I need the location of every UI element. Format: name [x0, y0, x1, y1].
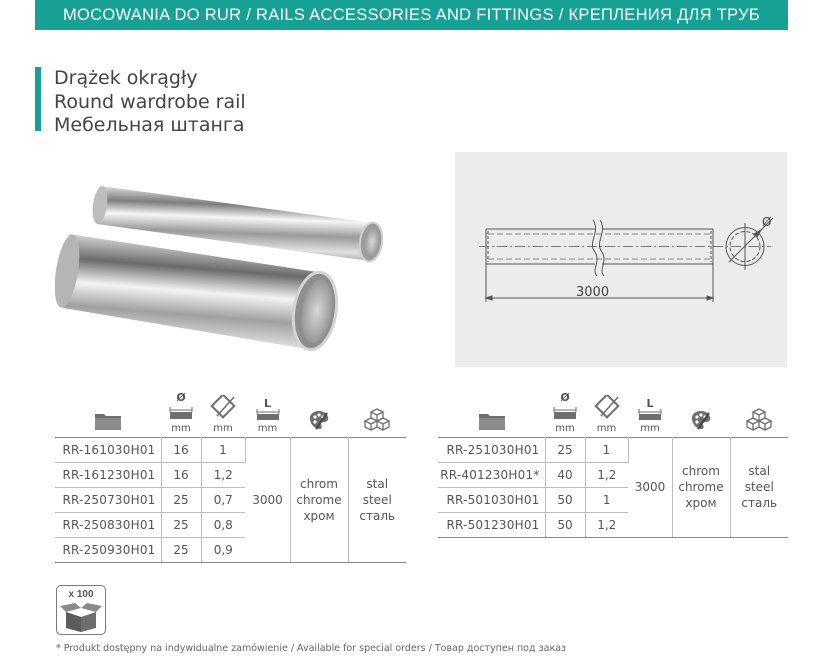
length-icon: [637, 409, 663, 421]
product-code: RR-501030H01: [438, 487, 545, 512]
spec-table-right: [438, 387, 788, 538]
header-finish: [672, 387, 730, 437]
material-en: steel: [744, 480, 774, 494]
thickness-value: 0,7: [201, 487, 245, 512]
diameter-unit: mm: [171, 422, 191, 434]
finish-en: chrome: [678, 480, 724, 494]
diameter-symbol: Ø: [762, 215, 772, 229]
product-code: RR-250930H01: [55, 537, 161, 562]
palette-icon: [690, 409, 712, 431]
product-code: RR-161030H01: [55, 437, 161, 462]
finish-cell: [672, 437, 730, 537]
product-title: [35, 67, 246, 136]
length-value: 3000: [628, 437, 672, 537]
material-pl: stal: [748, 464, 771, 478]
technical-drawing: [455, 152, 787, 367]
diameter-value: 25: [161, 537, 201, 562]
header-thickness: [585, 387, 628, 437]
title-polish: Drążek okrągły: [54, 67, 198, 89]
product-code: RR-251030H01: [438, 437, 545, 462]
diameter-value: 16: [161, 437, 201, 462]
material-pl: stal: [366, 476, 389, 491]
header-code: [438, 387, 545, 437]
length-icon: [255, 409, 281, 421]
diameter-unit: mm: [555, 422, 575, 434]
diameter-value: 16: [161, 462, 201, 487]
thickness-unit: mm: [213, 422, 233, 434]
material-cell: [348, 437, 406, 562]
header-thickness: [201, 387, 245, 437]
cubes-icon: [746, 407, 772, 431]
finish-cell: [290, 437, 348, 562]
material-cell: [730, 437, 788, 537]
diameter-value: 25: [161, 487, 201, 512]
product-code: RR-250830H01: [55, 512, 161, 537]
diameter-icon: [168, 401, 194, 421]
folder-icon: [94, 411, 122, 431]
packaging-quantity: x 100: [68, 589, 94, 600]
material-en: steel: [362, 492, 392, 507]
length-unit: mm: [640, 422, 660, 434]
diameter-icon: [552, 401, 578, 421]
footnote: * Produkt dostępny na indywidualne zamówienie / Available for special orders / Товар доступен под заказ: [56, 643, 567, 654]
diameter-value: 25: [161, 512, 201, 537]
header-length: [628, 387, 672, 437]
header-finish: [290, 387, 348, 437]
diameter-value: 25: [545, 437, 585, 462]
product-code: RR-401230H01*: [438, 462, 545, 487]
length-value: 3000: [245, 437, 290, 562]
thickness-value: 1,2: [585, 462, 628, 487]
finish-en: chrome: [296, 492, 342, 507]
thickness-value: 1: [585, 437, 628, 462]
length-letter: L: [263, 396, 271, 410]
finish-pl: chrom: [300, 476, 338, 491]
header-length: [245, 387, 290, 437]
header-material: [730, 387, 788, 437]
thickness-value: 1: [585, 487, 628, 512]
thickness-value: 0,8: [201, 512, 245, 537]
packaging-badge: [56, 585, 106, 635]
folder-icon: [478, 411, 506, 431]
finish-pl: chrom: [682, 464, 720, 478]
length-dimension-label: 3000: [576, 285, 610, 300]
diameter-value: 50: [545, 512, 585, 537]
thickness-value: 1: [201, 437, 245, 462]
table-row: [55, 437, 406, 462]
thickness-unit: mm: [596, 422, 617, 434]
thickness-icon: [592, 395, 622, 421]
table-row: [438, 437, 788, 462]
finish-ru: хром: [685, 496, 717, 510]
header-diameter: Ø mm: [161, 387, 201, 437]
material-ru: сталь: [359, 508, 396, 523]
title-english: Round wardrobe rail: [54, 90, 246, 113]
box-icon: [58, 602, 104, 632]
title-russian: Мебельная штанга: [54, 114, 245, 136]
cubes-icon: [364, 407, 390, 431]
thickness-value: 1,2: [585, 512, 628, 537]
thickness-value: 1,2: [201, 462, 245, 487]
length-letter: L: [646, 396, 654, 410]
diameter-value: 50: [545, 487, 585, 512]
diameter-value: 40: [545, 462, 585, 487]
header-bar: MOCOWANIA DO RUR / RAILS ACCESSORIES AND FITTINGS / КРЕПЛЕНИЯ ДЛЯ ТРУБ: [35, 0, 788, 30]
finish-ru: хром: [303, 508, 335, 523]
spec-table-left: [55, 387, 406, 563]
header-material: [348, 387, 406, 437]
length-unit: mm: [257, 422, 278, 434]
product-code: RR-501230H01: [438, 512, 545, 537]
thickness-value: 0,9: [201, 537, 245, 562]
palette-icon: [308, 409, 330, 431]
header-diameter: Ø mm: [545, 387, 585, 437]
product-code: RR-161230H01: [55, 462, 161, 487]
material-ru: сталь: [741, 496, 778, 510]
product-photo: [55, 178, 395, 353]
header-code: [55, 387, 161, 437]
product-code: RR-250730H01: [55, 487, 161, 512]
thickness-icon: [208, 395, 238, 421]
